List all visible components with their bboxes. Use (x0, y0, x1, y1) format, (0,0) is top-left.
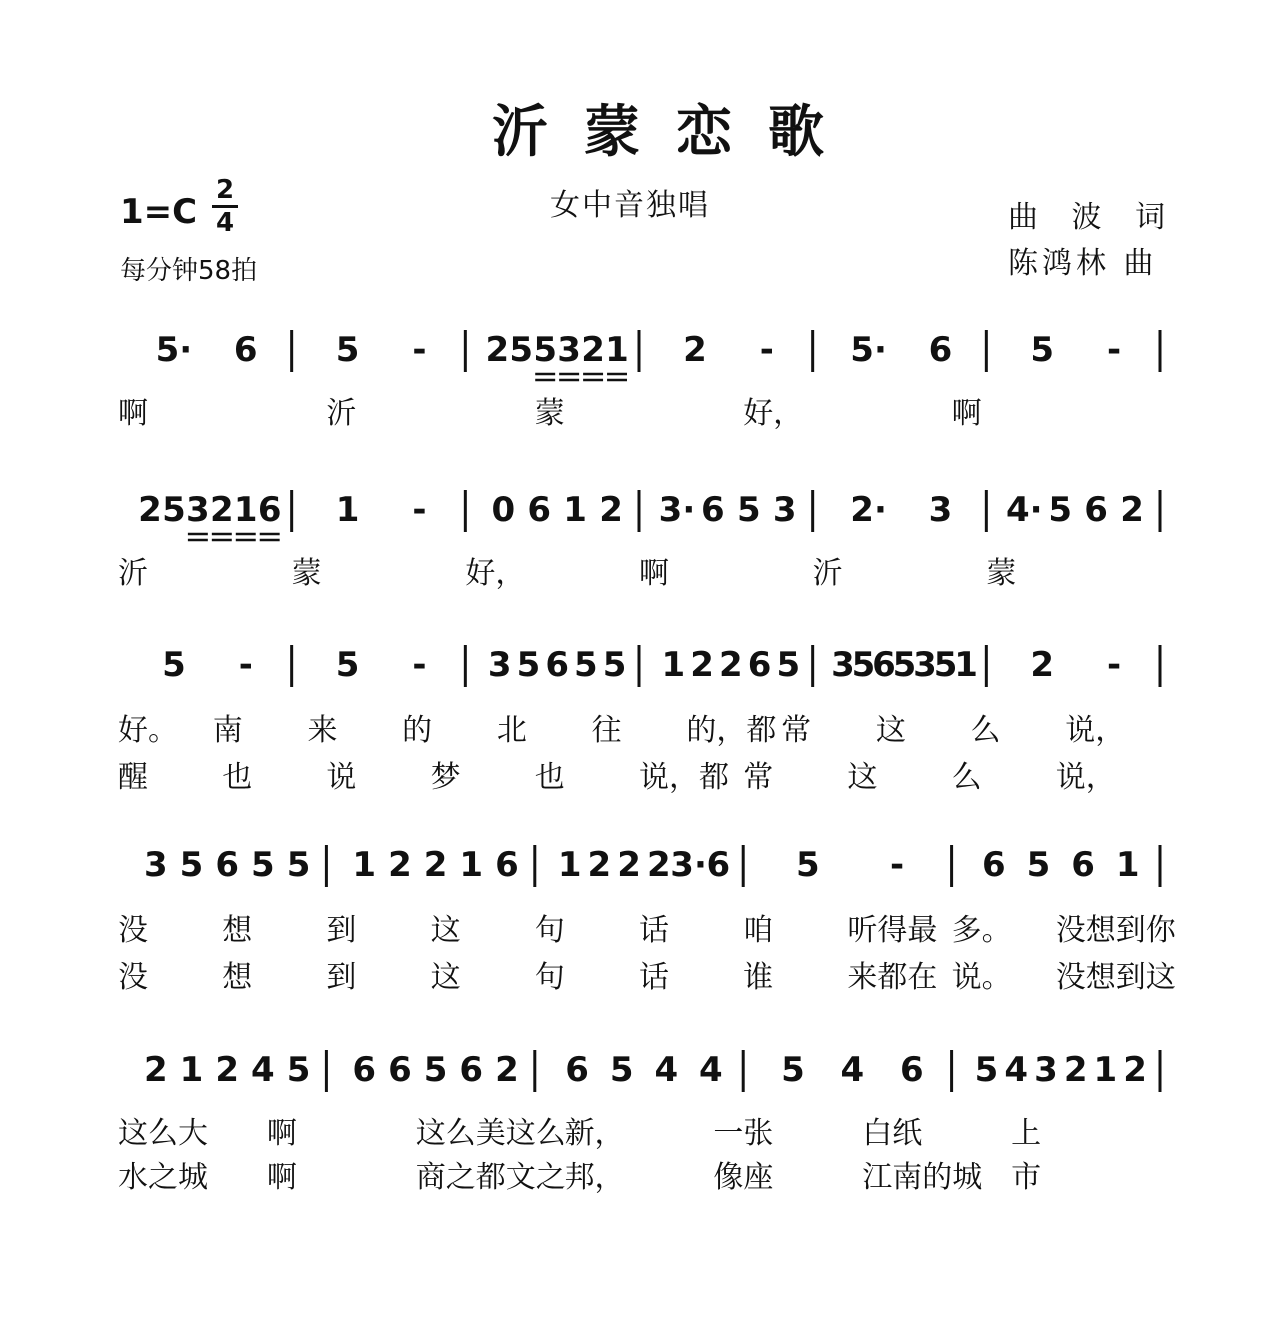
lyric: 蒙 (291, 556, 322, 591)
note: 5 (533, 330, 558, 370)
lyric: 南 (212, 713, 243, 748)
lyric: 梦 (430, 760, 461, 795)
lyric: 多。 (951, 913, 1012, 948)
note: 6 (527, 490, 552, 530)
note: - (412, 645, 427, 685)
note: 2 (1030, 645, 1055, 685)
lyric: 水之城 (118, 1160, 208, 1195)
lyric: 也 (222, 760, 253, 795)
score-system (0, 330, 1280, 400)
lyric: 好。 (118, 713, 178, 748)
lyric: 听得最 (847, 913, 938, 948)
lyric: 好， (465, 556, 526, 591)
note: 2 (485, 330, 510, 370)
lyricist-credit: 曲 波 词 (1008, 200, 1178, 235)
note: 6 (388, 1050, 412, 1090)
lyric: 谁 (743, 960, 774, 995)
note: 5 (892, 645, 917, 685)
note: 4· (1005, 490, 1043, 530)
lyric: 沂 (118, 556, 148, 591)
lyric: 想 (222, 960, 253, 995)
note: 1 (1115, 845, 1140, 885)
lyric: 到 (326, 960, 357, 995)
note: 5 (509, 330, 534, 370)
note: 3 (143, 845, 168, 885)
lyric: 也 (534, 760, 565, 795)
note: 3 (772, 490, 797, 530)
note: 6 (233, 330, 258, 370)
time-signature (212, 176, 238, 237)
lyric: 没 (118, 960, 148, 995)
note: 4 (840, 1050, 865, 1090)
note: 6 (900, 1050, 924, 1090)
note: 5 (179, 845, 204, 885)
note: 5 (736, 490, 761, 530)
time-signature-top: 2 (215, 175, 235, 205)
note: 1 (233, 490, 258, 530)
note: 6 (872, 645, 896, 685)
note: 6 (1084, 490, 1108, 530)
lyric: 北 (496, 713, 527, 748)
note: 2 (718, 645, 743, 685)
lyric: 醒 (118, 760, 148, 795)
note: 1 (335, 490, 360, 530)
note: 6 (747, 645, 772, 685)
lyric: 这么大 (118, 1116, 208, 1151)
note: 2 (388, 845, 412, 885)
note: 1 (605, 330, 629, 370)
lyric: 啊 (266, 1116, 297, 1151)
note: 3 (557, 330, 581, 370)
lyric: 到 (326, 913, 357, 948)
note: - (1107, 645, 1122, 685)
note: 5 (162, 645, 186, 685)
note: 6 (215, 845, 240, 885)
note: 5 (795, 845, 820, 885)
note: 3 (831, 645, 855, 685)
note: 2 (599, 490, 623, 530)
note: 5 (609, 1050, 634, 1090)
note: 5 (851, 645, 876, 685)
lyric: 没 (118, 913, 148, 948)
lyric: 句 (534, 960, 565, 995)
note: 5· (850, 330, 887, 370)
note: 2 (209, 490, 234, 530)
note: 6 (928, 330, 953, 370)
lyric: 市 (1011, 1160, 1042, 1195)
lyric: 商之都文之 (415, 1160, 566, 1195)
note: 3· (670, 845, 707, 885)
note: 6 (352, 1050, 377, 1090)
lyric: 往 (591, 713, 622, 748)
lyric: 说， (1065, 713, 1126, 748)
lyric: 这 (430, 913, 461, 948)
lyric: 这么美这么 (415, 1116, 566, 1151)
lyric: 么 (951, 760, 982, 795)
note: 1 (179, 1050, 204, 1090)
note: 6 (982, 845, 1006, 885)
note: 5 (335, 330, 360, 370)
lyric: 一张 (713, 1116, 774, 1151)
lyric: 说，都 (639, 760, 729, 795)
note: 5 (286, 1050, 311, 1090)
lyric: 常 (743, 760, 774, 795)
note: 4 (699, 1050, 723, 1090)
note: 5 (974, 1050, 999, 1090)
note: 1 (563, 490, 587, 530)
performance-note: 女中音独唱 (550, 188, 710, 223)
note: 2 (495, 1050, 519, 1090)
note: 6 (706, 845, 731, 885)
note: - (412, 490, 427, 530)
note: 1 (352, 845, 377, 885)
time-signature-bottom: 4 (215, 208, 235, 238)
note: 2 (215, 1050, 240, 1090)
lyric: 蒙 (534, 396, 565, 431)
lyric: 来 (307, 713, 338, 748)
lyric: 这 (430, 960, 461, 995)
lyric: 啊 (951, 396, 982, 431)
lyric: 蒙 (986, 556, 1017, 591)
lyric: 江南的城 (862, 1160, 983, 1195)
note: 3 (928, 490, 953, 530)
note: 3 (913, 645, 937, 685)
lyric: 白纸 (862, 1116, 923, 1151)
lyric: 话 (639, 960, 669, 995)
note: 1 (557, 845, 582, 885)
lyric: 邦， (564, 1160, 625, 1195)
lyric: 上 (1011, 1116, 1042, 1151)
note: 5 (516, 645, 541, 685)
note: 2 (1123, 1050, 1147, 1090)
lyric: 啊 (118, 396, 148, 431)
lyric: 说， (1055, 760, 1116, 795)
lyric: 这 (875, 713, 906, 748)
note: 5 (602, 645, 627, 685)
lyric: 说。 (951, 960, 1012, 995)
lyric: 话 (639, 913, 669, 948)
lyric: 咱 (743, 913, 774, 948)
note: 4 (251, 1050, 275, 1090)
note: 5 (162, 490, 186, 530)
note: 6 (701, 490, 725, 530)
note: 5 (335, 645, 360, 685)
note: - (412, 330, 427, 370)
note: 5 (1030, 330, 1055, 370)
lyric: 像座 (713, 1160, 774, 1195)
note: 3 (1034, 1050, 1058, 1090)
tempo-marking: 每分钟58拍 (120, 256, 258, 286)
note: 2 (581, 330, 605, 370)
lyric: 的，都 (686, 713, 777, 748)
note: 5 (574, 645, 598, 685)
lyric: 想 (222, 913, 253, 948)
note: 6 (545, 645, 569, 685)
note: 1 (459, 845, 484, 885)
lyric: 说 (326, 760, 357, 795)
note: 6 (495, 845, 519, 885)
note: 2 (587, 845, 612, 885)
note: 4 (1004, 1050, 1029, 1090)
note: 5 (1026, 845, 1051, 885)
note: 6 (257, 490, 282, 530)
note: 6 (459, 1050, 484, 1090)
note: 0 (491, 490, 516, 530)
lyric: 啊 (266, 1160, 297, 1195)
note: 2· (850, 490, 887, 530)
lyric: 这 (847, 760, 878, 795)
note: 5 (781, 1050, 805, 1090)
note: 2 (1063, 1050, 1088, 1090)
note: 5· (155, 330, 193, 370)
note: 2 (647, 845, 671, 885)
composer-credit: 陈鸿林 曲 (1008, 246, 1158, 281)
note: 2 (143, 1050, 168, 1090)
note: 3· (658, 490, 696, 530)
note: 2 (617, 845, 641, 885)
note: 2 (423, 845, 448, 885)
note: 1 (1093, 1050, 1118, 1090)
note: 2 (683, 330, 707, 370)
note: 1 (661, 645, 686, 685)
note: 3 (186, 490, 210, 530)
note: 5 (933, 645, 958, 685)
note: - (1107, 330, 1122, 370)
note: 5 (1048, 490, 1073, 530)
note: 5 (776, 645, 801, 685)
note: 6 (565, 1050, 589, 1090)
note: - (759, 330, 774, 370)
lyric: 来都在 (847, 960, 938, 995)
lyric: 没想到你 (1055, 913, 1176, 948)
lyric: 沂 (812, 556, 843, 591)
lyric: 么 (970, 713, 1001, 748)
lyric: 沂 (326, 396, 357, 431)
note: - (238, 645, 253, 685)
note: 5 (251, 845, 275, 885)
lyric: 没想到这 (1055, 960, 1176, 995)
lyric: 句 (534, 913, 565, 948)
lyric: 好， (743, 396, 804, 431)
note: 2 (690, 645, 714, 685)
note: 3 (487, 645, 512, 685)
lyric: 新， (564, 1116, 625, 1151)
note: 1 (954, 645, 978, 685)
lyric: 的 (402, 713, 433, 748)
note: - (889, 845, 905, 885)
note: 5 (286, 845, 311, 885)
lyric: 啊 (639, 556, 669, 591)
note: 5 (423, 1050, 448, 1090)
note: 6 (1071, 845, 1095, 885)
note: 2 (1120, 490, 1144, 530)
note: 2 (138, 490, 162, 530)
page-title: 沂蒙恋歌 (492, 99, 860, 165)
key-signature: 1=C (120, 192, 198, 232)
lyric: 常 (781, 713, 812, 748)
note: 4 (654, 1050, 679, 1090)
